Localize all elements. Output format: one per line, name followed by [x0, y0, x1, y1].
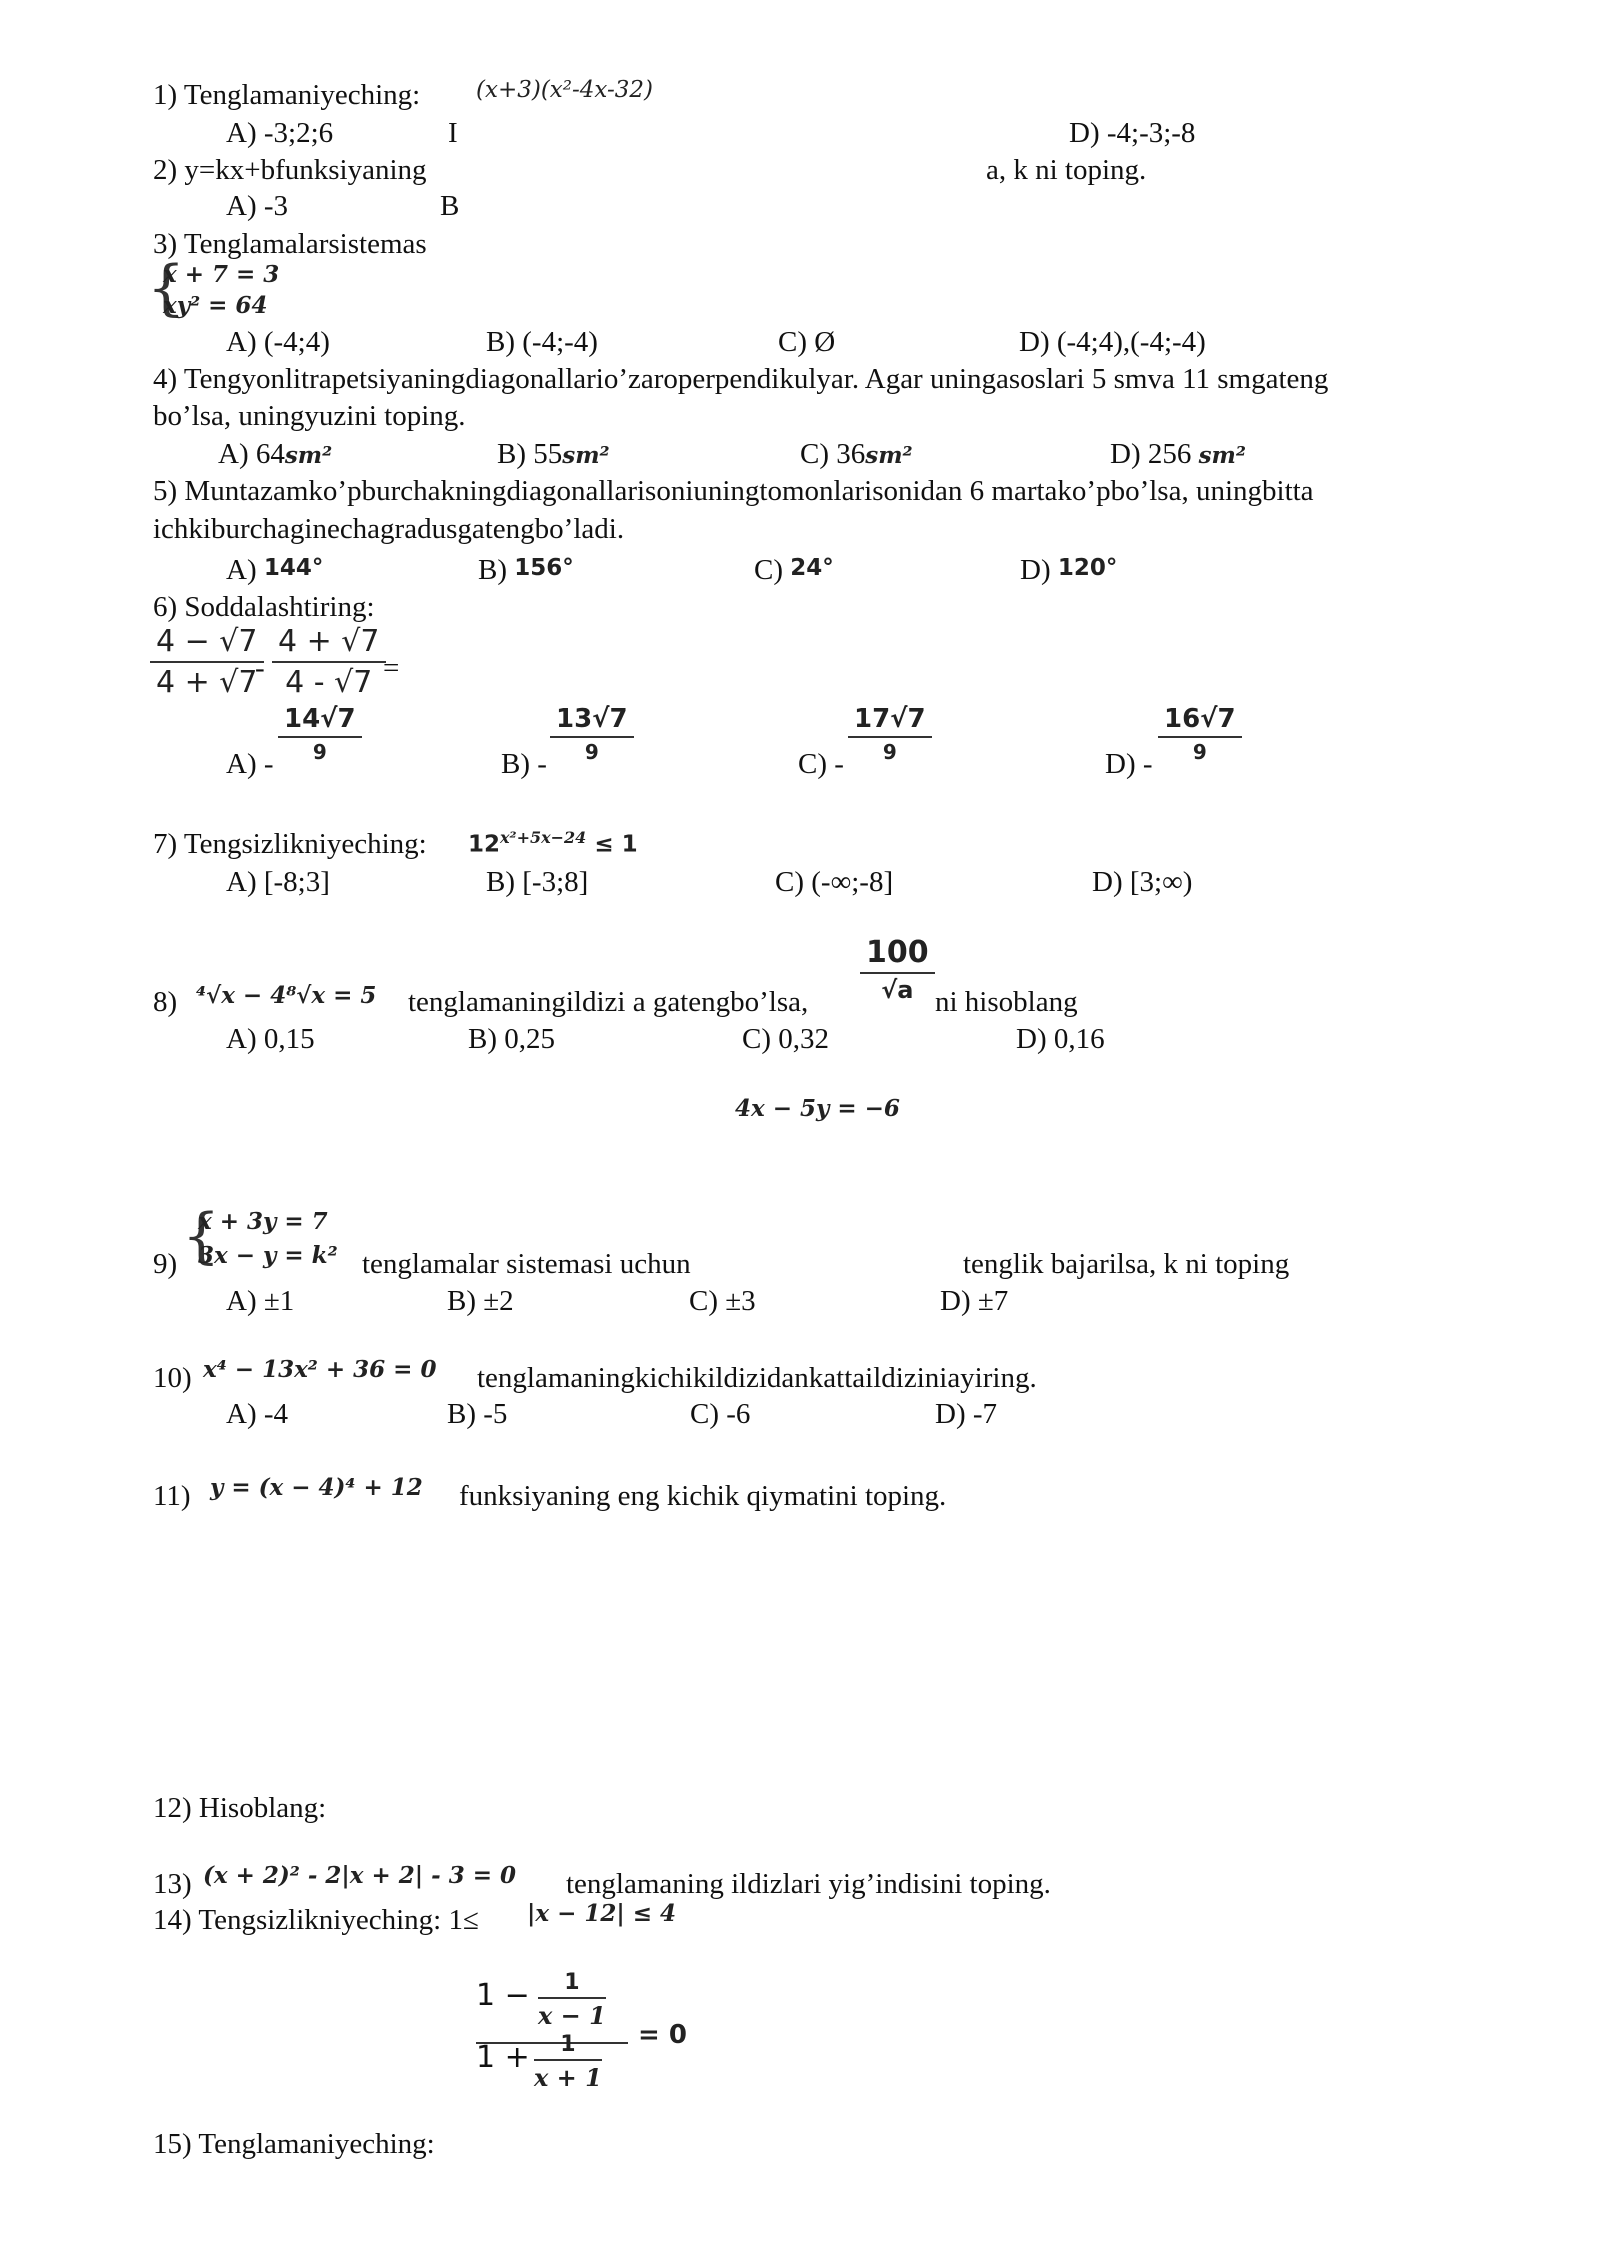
q6-option-c-fraction: 17√7 9 — [848, 704, 932, 764]
q8-middle: tenglamaningildizi a gatengbo’lsa, — [408, 986, 809, 1018]
system-brace-icon: { — [182, 1201, 221, 1271]
q5-option-b: B) 156° — [478, 554, 574, 586]
q8-option-a: A) 0,15 — [226, 1023, 315, 1055]
q7-option-d: D) [3;∞) — [1092, 866, 1193, 898]
q2-label: 2) y=kx+bfunksiyaning — [153, 154, 427, 186]
q14-expression: |x − 12| ≤ 4 — [527, 1900, 677, 1927]
q7-expression: $12^{x^2+5x-24} \le 1$ — [468, 828, 638, 858]
q8-expression: ⁴√x − 4⁸√x = 5 — [196, 982, 377, 1009]
q3-option-a: A) (-4;4) — [226, 326, 330, 358]
q15-top-fraction: 1 x − 1 — [538, 1970, 606, 2030]
q6-equals: = — [383, 652, 400, 684]
q5-line-1: 5) Muntazamko’pburchakningdiagonallarisoniuningtomonlarisonidan 6 martako’pbo’lsa, uningbitta — [153, 475, 1314, 507]
q9-option-c: C) ±3 — [689, 1285, 756, 1317]
q10-tail: tenglamaningkichikildizidankattaildiziniayiring. — [477, 1362, 1037, 1394]
q7-option-a: A) [-8;3] — [226, 866, 330, 898]
q8-option-d: D) 0,16 — [1016, 1023, 1105, 1055]
q11-expression: y = (x − 4)⁴ + 12 — [210, 1474, 423, 1501]
q9-middle: tenglamalar sistemasi uchun — [362, 1248, 691, 1280]
q11-tail: funksiyaning eng kichik qiymatini toping. — [459, 1480, 947, 1512]
q6-minus: - — [255, 652, 265, 684]
q6-fraction-1 — [150, 624, 264, 700]
q15-equals-zero: = 0 — [638, 2020, 687, 2050]
q4-line-2: bo’lsa, uningyuzini toping. — [153, 400, 466, 432]
q1-option-b-fragment: I — [448, 117, 458, 149]
q15-bottom-term: 1 + — [476, 2040, 530, 2075]
q8-option-b: B) 0,25 — [468, 1023, 555, 1055]
q9-tail: tenglik bajarilsa, k ni toping — [963, 1248, 1290, 1280]
q6-option-d: D) - — [1105, 748, 1153, 780]
q13-label: 13) — [153, 1868, 192, 1900]
q1-expression: (x+3)(x²-4x-32) — [476, 77, 653, 103]
q4-option-d: D) 256 sm² — [1110, 438, 1246, 470]
q3-option-c: C) Ø — [778, 326, 836, 358]
q1-label: 1) Tenglamaniyeching: — [153, 79, 421, 111]
q10-expression: x⁴ − 13x² + 36 = 0 — [203, 1356, 437, 1383]
q3-option-b: B) (-4;-4) — [486, 326, 598, 358]
q7-option-b: B) [-3;8] — [486, 866, 589, 898]
q8-fraction: 100 √a — [860, 935, 935, 1004]
q13-tail: tenglamaning ildizlari yig’indisini toping. — [566, 1868, 1051, 1900]
q9-equation-2: 3x − y = k² — [198, 1242, 338, 1269]
q10-option-d: D) -7 — [935, 1398, 998, 1430]
q6-option-a-fraction: 14√7 9 — [278, 704, 362, 764]
q7-option-c: C) (-∞;-8] — [775, 866, 894, 898]
q6-label: 6) Soddalashtiring: — [153, 591, 375, 623]
q10-option-b: B) -5 — [447, 1398, 508, 1430]
q9-floating-equation: 4x − 5y = −6 — [735, 1095, 900, 1122]
fraction-denominator: 4 + √7 — [156, 665, 258, 700]
q1-option-a: A) -3;2;6 — [226, 117, 334, 149]
q5-line-2: ichkiburchaginechagradusgatengbo’ladi. — [153, 513, 625, 545]
q6-option-b: B) - — [501, 748, 547, 780]
q2-tail: a, k ni toping. — [986, 154, 1147, 186]
q9-option-b: B) ±2 — [447, 1285, 514, 1317]
q5-option-a: A) 144° — [226, 554, 324, 586]
q2-option-a: A) -3 — [226, 190, 289, 222]
q6-option-a: A) - — [226, 748, 274, 780]
q2-option-b-fragment: B — [440, 190, 460, 222]
q11-label: 11) — [153, 1480, 191, 1512]
q3-equation-2: xy² = 64 — [163, 292, 268, 319]
q8-label: 8) — [153, 986, 178, 1018]
q9-label: 9) — [153, 1248, 178, 1280]
q3-label: 3) Tenglamalarsistemas — [153, 228, 427, 260]
q5-option-d: D) 120° — [1020, 554, 1118, 586]
q9-option-a: A) ±1 — [226, 1285, 295, 1317]
q6-option-b-fraction: 13√7 9 — [550, 704, 634, 764]
q4-option-b: B) 55sm² — [497, 438, 610, 470]
q8-option-c: C) 0,32 — [742, 1023, 829, 1055]
q6-option-c: C) - — [798, 748, 844, 780]
q10-option-c: C) -6 — [690, 1398, 751, 1430]
q9-equation-1: x + 3y = 7 — [198, 1208, 328, 1235]
system-brace-icon: { — [147, 253, 186, 323]
q3-option-d: D) (-4;4),(-4;-4) — [1019, 326, 1206, 358]
fraction-numerator: 4 − √7 — [156, 624, 258, 659]
q4-line-1: 4) Tengyonlitrapetsiyaningdiagonallario’zaroperpendikulyar. Agar uningasoslari 5 smva 11 smgateng — [153, 363, 1329, 395]
q3-equation-1: x + 7 = 3 — [163, 261, 280, 288]
fraction-numerator: 4 + √7 — [278, 624, 380, 659]
q7-label: 7) Tengsizlikniyeching: — [153, 828, 427, 860]
q15-top-term: 1 − — [476, 1978, 530, 2013]
q10-label: 10) — [153, 1362, 192, 1394]
q5-option-c: C) 24° — [754, 554, 834, 586]
q1-option-d: D) -4;-3;-8 — [1069, 117, 1196, 149]
q14-label: 14) Tengsizlikniyeching: 1≤ — [153, 1904, 479, 1936]
fraction-denominator: 4 - √7 — [285, 665, 373, 700]
q6-option-d-fraction: 16√7 9 — [1158, 704, 1242, 764]
q13-expression: (x + 2)² - 2|x + 2| - 3 = 0 — [203, 1862, 516, 1889]
q8-tail: ni hisoblang — [935, 986, 1078, 1018]
q12-label: 12) Hisoblang: — [153, 1792, 327, 1824]
q6-fraction-2 — [272, 624, 386, 700]
q9-option-d: D) ±7 — [940, 1285, 1009, 1317]
q15-bottom-fraction: 1 x + 1 — [534, 2032, 602, 2092]
q15-equation — [476, 1970, 706, 2102]
q4-option-c: C) 36sm² — [800, 438, 913, 470]
q4-option-a: A) 64sm² — [218, 438, 333, 470]
q15-label: 15) Tenglamaniyeching: — [153, 2128, 435, 2160]
q10-option-a: A) -4 — [226, 1398, 289, 1430]
